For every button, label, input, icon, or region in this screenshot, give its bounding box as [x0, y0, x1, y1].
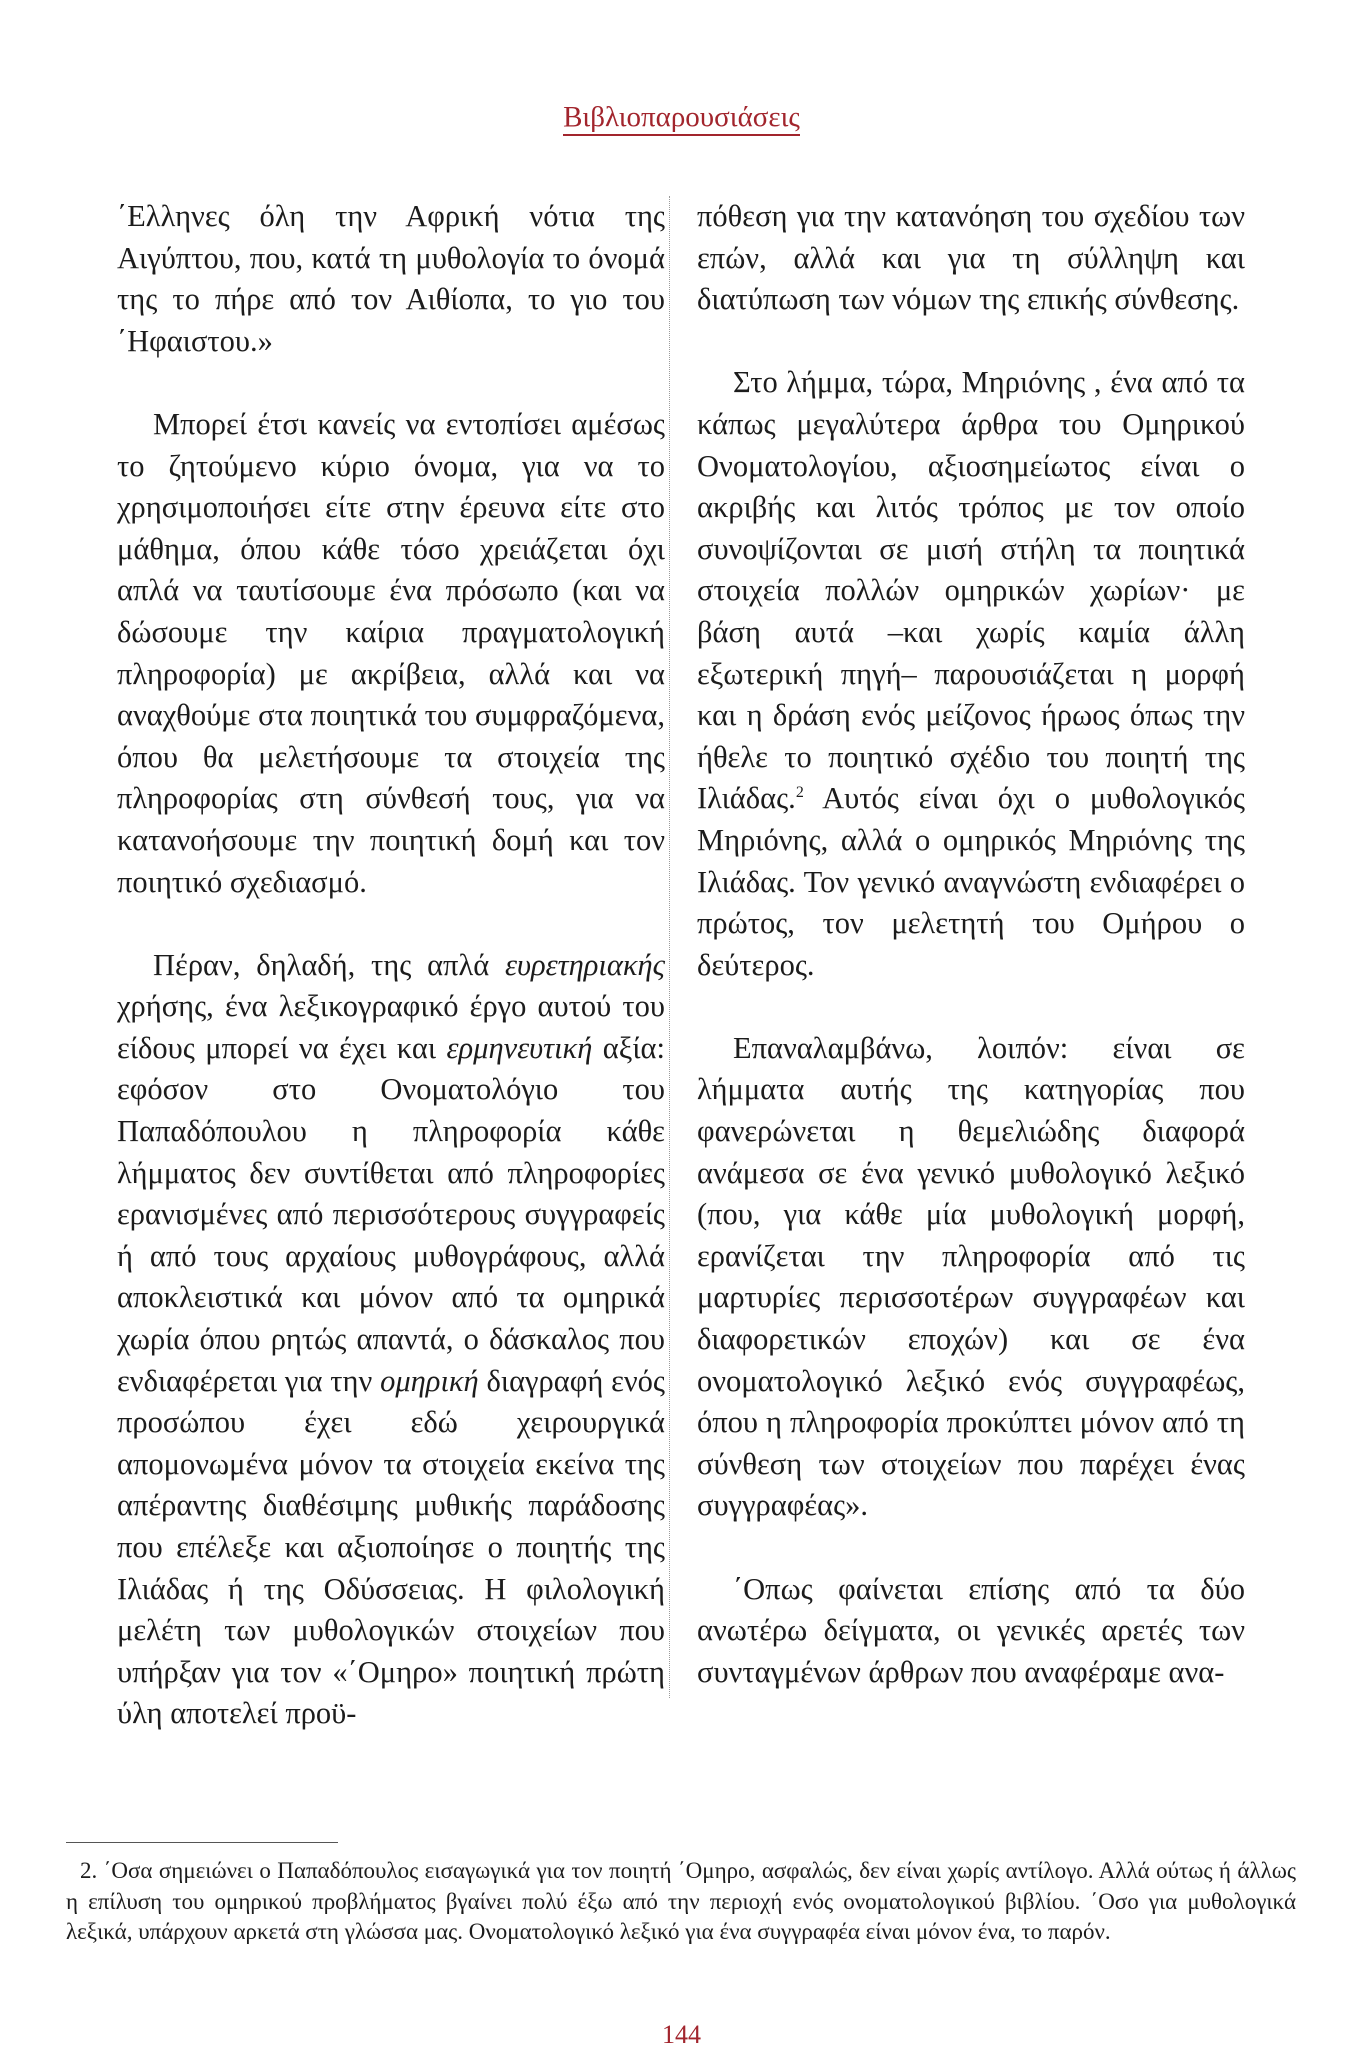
left-p3-text-1: Πέραν, δηλαδή, της απλά: [153, 947, 505, 982]
left-p3-italic-1: ευρετηριακής: [505, 947, 665, 982]
footnote-rule: [66, 1842, 338, 1843]
right-column: [697, 196, 1245, 1735]
right-p2-text-1: Στο λήμμα, τώρα, Μηριόνης , ένα από τα κάπως μεγαλύτερα άρθρα του Ομηρικού Ονοματολογίου, αξιοσημείωτος είναι ο ακριβής και λιτός τρόπος με τον οποίο συνοψίζονται σε μισή στήλη τα ποιητικά στοιχεία πολλών ομηρικών χωρίων· με βάση αυτά –και χωρίς καμία άλλη εξωτερική πηγή– παρουσιάζεται η μορφή και η δράση ενός μείζονος ήρωος όπως την ήθελε το ποιητικό σχέδιο του ποιητή της Ιλιάδας.: [697, 365, 1245, 816]
footnote: [66, 1856, 1296, 1948]
footnote-text: ΄Οσα σημειώνει ο Παπαδόπουλος εισαγωγικά για τον ποιητή ΄Ομηρο, ασφαλώς, δεν είναι χωρίς αντίλογο. Αλλά ούτως ή άλλως η επίλυση του ομηρικού προβλήματος βγαίνει πολύ έξω από την περιοχή ενός ονοματολογικού βιβλίου. ΄Οσο για μυθολογικά λεξικά, υπάρχουν αρκετά στη γλώσσα μας. Ονοματολογικό λεξικό για ένα συγγραφέα είναι μόνον ένα, το παρόν.: [66, 1858, 1297, 1944]
left-paragraph-3: [117, 945, 665, 1735]
right-paragraph-2: [697, 362, 1245, 986]
running-head-title: Βιβλιοπαρουσιάσεις: [563, 101, 800, 136]
left-column: [117, 196, 665, 1777]
right-paragraph-3: Επαναλαμβάνω, λοιπόν: είναι σε λήμματα αυτής της κατηγορίας που φανερώνεται η θεμελιώδης διαφορά ανάμεσα σε ένα γενικό μυθολογικό λεξικό (που, για κάθε μία μυθολογική μορφή, ερανίζεται την πληροφορία από τις μαρτυρίες περισσοτέρων συγγραφέων και διαφορετικών εποχών) και σε ένα ονοματολογικό λεξικό ενός συγγραφέως, όπου η πληροφορία προκύπτει μόνον από τη σύνθεση των στοιχείων που παρέχει ένας συγγραφέας».: [697, 1030, 1245, 1523]
running-head: [0, 100, 1363, 134]
left-paragraph-2: Μπορεί έτσι κανείς να εντοπίσει αμέσως το ζητούμενο κύριο όνομα, για να το χρησιμοποιήσει είτε στην έρευνα είτε στο μάθημα, όπου κάθε τόσο χρειάζεται όχι απλά να ταυτίσουμε ένα πρόσωπο (και να δώσουμε την καίρια πραγματολογική πληροφορία) με ακρίβεια, αλλά και να αναχθούμε στα ποιητικά του συμφραζόμενα, όπου θα μελετήσουμε τα στοιχεία της πληροφορίας στη σύνθεσή τους, για να κατανοήσουμε την ποιητική δομή και τον ποιητικό σχεδιασμό.: [117, 406, 665, 899]
right-paragraph-4: ΄Οπως φαίνεται επίσης από τα δύο ανωτέρω δείγματα, οι γενικές αρετές των συνταγμένων άρθρων που αναφέραμε ανα-: [697, 1571, 1245, 1689]
footnote-reference: 2: [795, 784, 804, 802]
footnote-number: 2.: [80, 1858, 98, 1883]
left-p3-text-2: χρήσης, ένα λεξικογραφικό έργο αυτού του είδους μπορεί να έχει και: [117, 989, 665, 1065]
left-paragraph-1: ΄Ελληνες όλη την Αφρική νότια της Αιγύπτου, που, κατά τη μυθολογία το όνομά της το πήρε από τον Αιθίοπα, το γιο του ΄Ηφαιστου.»: [117, 199, 665, 358]
right-p2-text-2: Αυτός είναι όχι ο μυθολογικός Μηριόνης, αλλά ο ομηρικός Μηριόνης της Ιλιάδας. Τον γενικό αναγνώστη ενδιαφέρει ο πρώτος, τον μελετητή του Ομήρου ο δεύτερος.: [697, 781, 1245, 982]
left-p3-italic-2: ερμηνευτική: [446, 1030, 593, 1065]
column-divider: [669, 196, 670, 1698]
page-number: 144: [662, 2020, 701, 2049]
left-p3-text-4: διαγραφή ενός προσώπου έχει εδώ χειρουργικά απομονωμένα μόνον τα στοιχεία εκείνα της απέραντης διαθέσιμης μυθικής παράδοσης που επέλεξε και αξιοποίησε ο ποιητής της Ιλιάδας ή της Οδύσσειας. Η φιλολογική μελέτη των μυθολογικών στοιχείων που υπήρξαν για τον «΄Ομηρο» ποιητική πρώτη ύλη αποτελεί προϋ-: [117, 1363, 666, 1731]
right-paragraph-1: πόθεση για την κατανόηση του σχεδίου των επών, αλλά και για τη σύλληψη και διατύπωση των νόμων της επικής σύνθεσης.: [697, 199, 1245, 317]
left-p3-text-3: αξία: εφόσον στο Ονοματολόγιο του Παπαδόπουλου η πληροφορία κάθε λήμματος δεν συντίθεται από πληροφορίες ερανισμένες από περισσότερους συγγραφείς ή από τους αρχαίους μυθογράφους, αλλά αποκλειστικά και μόνον από τα ομηρικά χωρία όπου ρητώς απαντά, ο δάσκαλος που ενδιαφέρεται για την: [117, 1030, 665, 1398]
left-p3-italic-3: ομηρική: [380, 1363, 479, 1398]
